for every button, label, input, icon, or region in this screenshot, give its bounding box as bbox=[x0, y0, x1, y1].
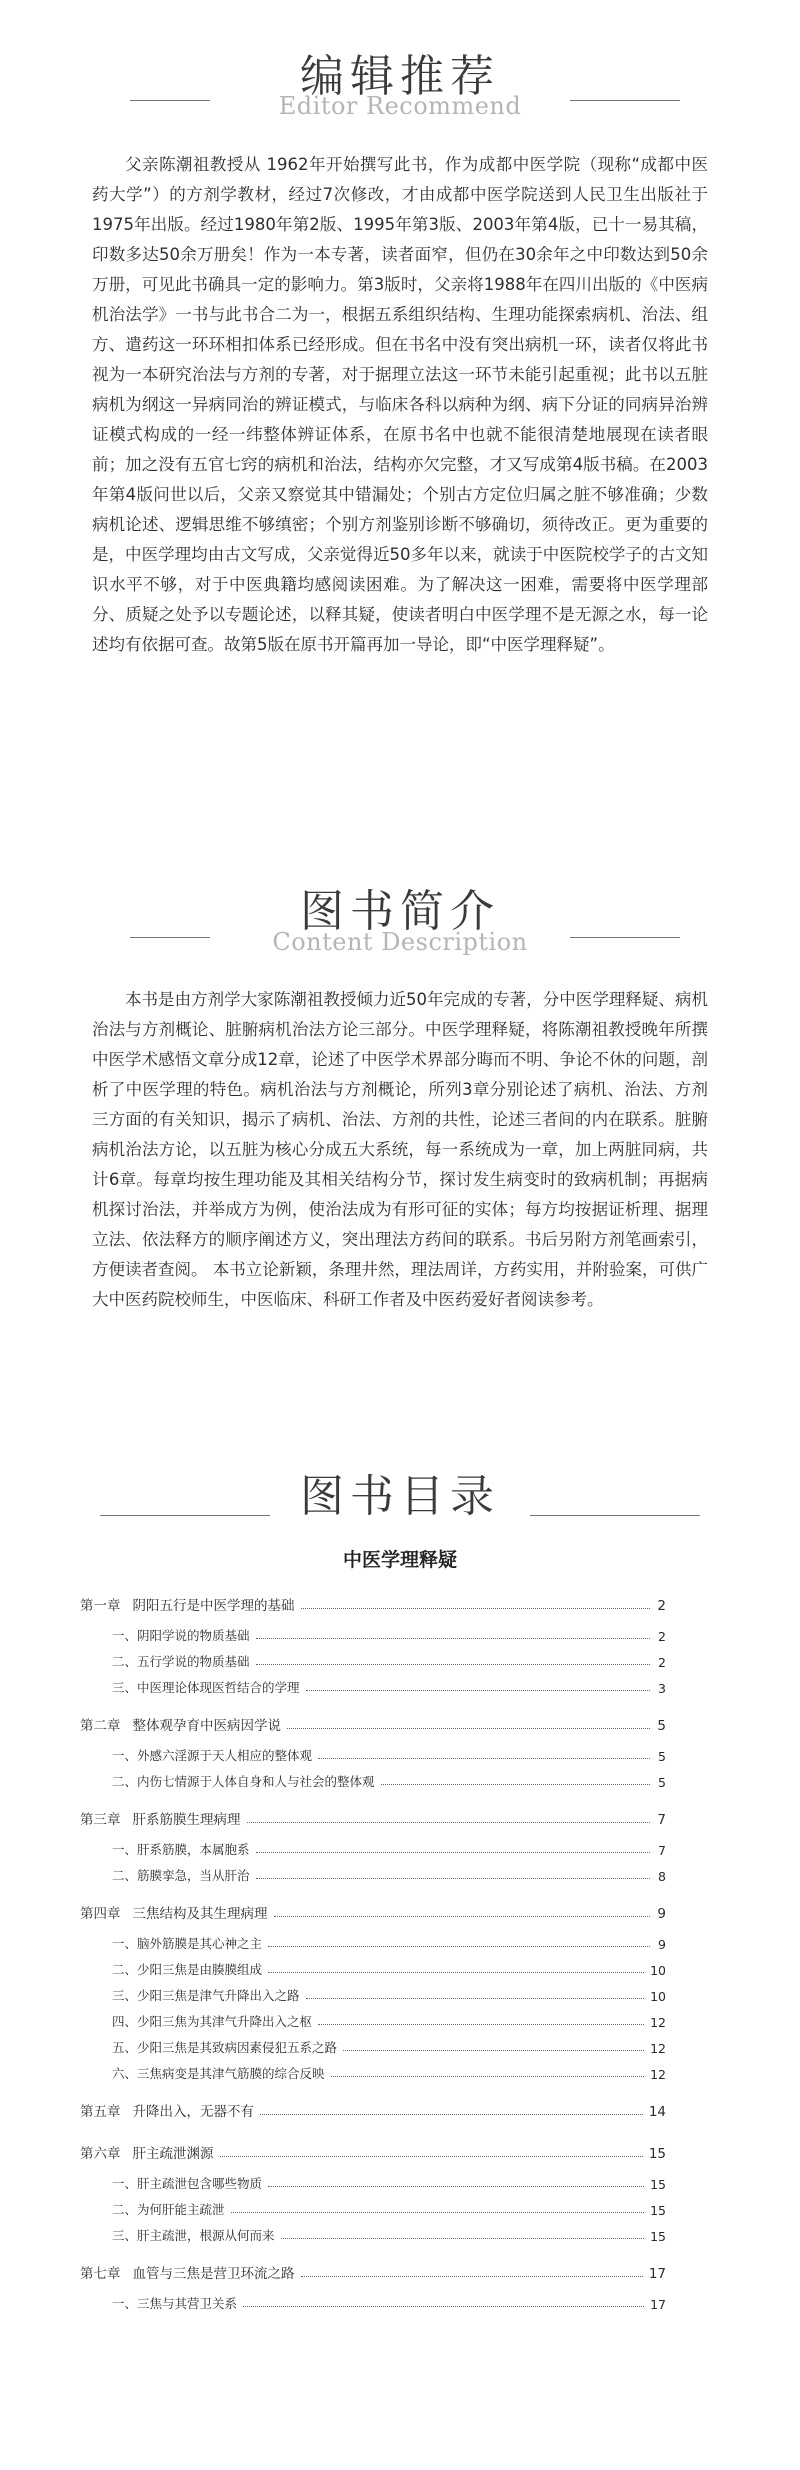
toc-section-row[interactable] bbox=[112, 2170, 666, 2192]
toc-entry-title: 二、少阳三焦是由腠膜组成 bbox=[112, 1962, 263, 1977]
toc-leader-dots bbox=[287, 1728, 650, 1729]
toc-entry-title: 一、脑外筋膜是其心神之主 bbox=[112, 1936, 263, 1951]
toc-page-number: 12 bbox=[650, 2041, 666, 2056]
toc-page-number: 17 bbox=[650, 2297, 666, 2312]
toc-chapter-row[interactable] bbox=[80, 1900, 666, 1922]
toc-entry-title: 二、为何肝能主疏泄 bbox=[112, 2202, 225, 2217]
toc-entry-title: 二、内伤七情源于人体自身和人与社会的整体观 bbox=[112, 1774, 375, 1789]
toc-chapter-number: 第七章 bbox=[80, 2266, 121, 2282]
toc-page-number: 14 bbox=[648, 2104, 666, 2120]
toc-leader-dots bbox=[247, 1822, 651, 1823]
toc-section-row[interactable] bbox=[112, 2008, 666, 2030]
toc-page-number: 2 bbox=[658, 1655, 666, 1670]
toc-leader-dots bbox=[268, 1946, 650, 1947]
toc-leader-dots bbox=[256, 1878, 650, 1879]
toc-page-number: 8 bbox=[658, 1869, 666, 1884]
toc-chapter-row[interactable] bbox=[80, 1592, 666, 1614]
toc-chapter-number: 第二章 bbox=[80, 1718, 121, 1734]
editor-title: 编辑推荐 bbox=[300, 51, 500, 102]
toc-page-number: 17 bbox=[648, 2266, 666, 2282]
toc-page-number: 9 bbox=[658, 1937, 666, 1952]
title-right-line bbox=[570, 100, 680, 101]
toc-page-number: 15 bbox=[648, 2146, 666, 2162]
toc-section-row[interactable] bbox=[112, 2290, 666, 2312]
toc-entry-title: 三、少阳三焦是津气升降出入之路 bbox=[112, 1988, 300, 2003]
toc-title: 图书目录 bbox=[300, 1471, 500, 1522]
toc-chapter-row[interactable] bbox=[80, 1806, 666, 1828]
toc-entry-title: 五、少阳三焦是其致病因素侵犯五系之路 bbox=[112, 2040, 338, 2055]
toc-page-number: 15 bbox=[650, 2177, 666, 2192]
toc-page-number: 2 bbox=[657, 1598, 666, 1614]
toc-entry-title: 肝系筋膜生理病理 bbox=[132, 1812, 241, 1828]
toc-page-number: 7 bbox=[657, 1812, 666, 1828]
toc-leader-dots bbox=[318, 1758, 650, 1759]
toc-entry-title: 二、筋膜挛急，当从肝治 bbox=[112, 1868, 250, 1883]
toc-section-row[interactable] bbox=[112, 1674, 666, 1696]
toc-leader-dots bbox=[306, 1998, 645, 1999]
toc-leader-dots bbox=[231, 2212, 645, 2213]
toc-entry-title: 三、中医理论体现医哲结合的学理 bbox=[112, 1680, 300, 1695]
toc-entry-title: 一、外感六淫源于天人相应的整体观 bbox=[112, 1748, 313, 1763]
editor-paragraph: 父亲陈潮祖教授从 1962年开始撰写此书，作为成都中医学院（现称“成都中医药大学”）的方剂学教材，经过7次修改，才由成都中医学院送到人民卫生出版社于1975年出版。经过1980年第2版、1995年第3版、2003年第4版，已十一易其稿，印数多达50余万册矣！作为一本专著，读者面窄，但仍在30余年之中印数达到50余万册，可见此书确具一定的影响力。第3版时，父亲将1988年在四川出版的《中医病机治法学》一书与此书合二为一，根据五系组织结构、生理功能探索病机、治法、组方、遣药这一环环相扣体系已经形成。但在书名中没有突出病机一环，读者仅将此书视为一本研究治法与方剂的专著，对于据理立法这一环节未能引起重视；此书以五脏病机为纲这一异病同治的辨证模式，与临床各科以病种为纲、病下分证的同病异治辨证模式构成的一经一纬整体辨证体系，在原书名中也就不能很清楚地展现在读者眼前；加之没有五官七窍的病机和治法，结构亦欠完整，才又写成第4版书稿。在2003年第4版问世以后，父亲又察觉其中错漏处；个别古方定位归属之脏不够准确；少数病机论述、逻辑思维不够缜密；个别方剂鉴别诊断不够确切，须待改正。更为重要的是，中医学理均由古文写成，父亲觉得近50多年以来，就读于中医院校学子的古文知识水平不够，对于中医典籍均感阅读困难。为了解决这一困难，需要将中医学理部分、质疑之处予以专题论述，以释其疑，使读者明白中医学理不是无源之水，每一论述均有依据可查。故第5版在原书开篇再加一导论，即“中医学理释疑”。 bbox=[92, 155, 708, 654]
toc-entry-title: 二、五行学说的物质基础 bbox=[112, 1654, 250, 1669]
toc-chapter-row[interactable] bbox=[80, 2140, 666, 2162]
toc-entry-title: 三、肝主疏泄，根源从何而来 bbox=[112, 2228, 275, 2243]
toc-section-row[interactable] bbox=[112, 1956, 666, 1978]
toc-leader-dots bbox=[260, 2114, 643, 2115]
toc-entry-title: 一、肝主疏泄包含哪些物质 bbox=[112, 2176, 263, 2191]
toc-page-number: 15 bbox=[650, 2203, 666, 2218]
intro-subtitle: Content Description bbox=[272, 928, 528, 956]
toc-leader-dots bbox=[281, 2238, 645, 2239]
toc-leader-dots bbox=[274, 1916, 651, 1917]
toc-leader-dots bbox=[243, 2306, 644, 2307]
toc-page-number: 2 bbox=[658, 1629, 666, 1644]
toc-page-number: 5 bbox=[658, 1775, 666, 1790]
toc-leader-dots bbox=[306, 1690, 650, 1691]
toc-page-number: 9 bbox=[657, 1906, 666, 1922]
toc-entry-title: 三焦结构及其生理病理 bbox=[132, 1906, 268, 1922]
toc-chapter-number: 第六章 bbox=[80, 2146, 121, 2162]
toc-page-number: 15 bbox=[650, 2229, 666, 2244]
toc-entry-title: 肝主疏泄渊源 bbox=[132, 2146, 214, 2162]
toc-section-row[interactable] bbox=[112, 1742, 666, 1764]
toc-right-line bbox=[530, 1515, 700, 1516]
toc-leader-dots bbox=[331, 2076, 645, 2077]
toc-leader-dots bbox=[256, 1852, 650, 1853]
toc-page-number: 12 bbox=[650, 2015, 666, 2030]
toc-entry-title: 一、阴阳学说的物质基础 bbox=[112, 1628, 250, 1643]
toc-leader-dots bbox=[268, 1972, 644, 1973]
toc-leader-dots bbox=[256, 1638, 650, 1639]
toc-leader-dots bbox=[220, 2156, 643, 2157]
toc-chapter-number: 第三章 bbox=[80, 1812, 121, 1828]
intro-title: 图书简介 bbox=[300, 886, 500, 937]
toc-page-number: 5 bbox=[658, 1749, 666, 1764]
toc-page-number: 12 bbox=[650, 2067, 666, 2082]
toc-chapter-number: 第一章 bbox=[80, 1598, 121, 1614]
toc-page-number: 10 bbox=[650, 1989, 666, 2004]
toc-chapter-row[interactable] bbox=[80, 1712, 666, 1734]
toc-chapter-row[interactable] bbox=[80, 2098, 666, 2120]
toc-entry-title: 六、三焦病变是其津气筋膜的综合反映 bbox=[112, 2066, 325, 2081]
toc-chapter-number: 第五章 bbox=[80, 2104, 121, 2120]
intro-paragraph: 本书是由方剂学大家陈潮祖教授倾力近50年完成的专著，分中医学理释疑、病机治法与方剂概论、脏腑病机治法方论三部分。中医学理释疑，将陈潮祖教授晚年所撰中医学术感悟文章分成12章，论述了中医学术界部分晦而不明、争论不休的问题，剖析了中医学理的特色。病机治法与方剂概论，所列3章分别论述了病机、治法、方剂三方面的有关知识，揭示了病机、治法、方剂的共性，论述三者间的内在联系。脏腑病机治法方论，以五脏为核心分成五大系统，每一系统成为一章，加上两脏同病，共计6章。每章均按生理功能及其相关结构分节，探讨发生病变时的致病机制；再据病机探讨治法，并举成方为例，使治法成为有形可征的实体；每方均按据证析理、据理立法、依法释方的顺序阐述方义，突出理法方药间的联系。书后另附方剂笔画索引，方便读者查阅。 本书立论新颖，条理井然，理法周详，方药实用，并附验案，可供广大中医药院校师生，中医临床、科研工作者及中医药爱好者阅读参考。 bbox=[92, 990, 708, 1309]
toc-entry-title: 一、肝系筋膜，本属胞系 bbox=[112, 1842, 250, 1857]
toc-page-number: 5 bbox=[657, 1718, 666, 1734]
toc-leader-dots bbox=[318, 2024, 644, 2025]
intro-right-line bbox=[570, 937, 680, 938]
toc-section-row[interactable] bbox=[112, 1622, 666, 1644]
toc-section-row[interactable] bbox=[112, 2060, 666, 2082]
toc-leader-dots bbox=[381, 1784, 650, 1785]
toc-leader-dots bbox=[301, 2276, 643, 2277]
toc-section-row[interactable] bbox=[112, 2034, 666, 2056]
toc-section-row[interactable] bbox=[112, 1862, 666, 1884]
toc-entry-title: 血管与三焦是营卫环流之路 bbox=[132, 2266, 295, 2282]
toc-heading: 中医学理释疑 bbox=[342, 1549, 457, 1571]
toc-section-row[interactable] bbox=[112, 1982, 666, 2004]
editor-subtitle: Editor Recommend bbox=[278, 92, 522, 120]
toc-section-row[interactable] bbox=[112, 2196, 666, 2218]
toc-entry-title: 一、三焦与其营卫关系 bbox=[112, 2296, 238, 2311]
toc-leader-dots bbox=[301, 1608, 651, 1609]
toc-chapter-number: 第四章 bbox=[80, 1906, 121, 1922]
toc-page-number: 7 bbox=[658, 1843, 666, 1858]
toc-leader-dots bbox=[256, 1664, 650, 1665]
toc-page-number: 3 bbox=[658, 1681, 666, 1696]
toc-section-row[interactable] bbox=[112, 2222, 666, 2244]
toc-chapter-row[interactable] bbox=[80, 2260, 666, 2282]
toc-section-row[interactable] bbox=[112, 1930, 666, 1952]
toc-section-row[interactable] bbox=[112, 1768, 666, 1790]
toc-leader-dots bbox=[268, 2186, 644, 2187]
toc-leader-dots bbox=[343, 2050, 644, 2051]
toc-section-row[interactable] bbox=[112, 1836, 666, 1858]
toc-page-number: 10 bbox=[650, 1963, 666, 1978]
toc-entry-title: 阴阳五行是中医学理的基础 bbox=[132, 1598, 295, 1614]
toc-entry-title: 四、少阳三焦为其津气升降出入之枢 bbox=[112, 2014, 313, 2029]
toc-entry-title: 整体观孕育中医病因学说 bbox=[132, 1718, 281, 1734]
toc-section-row[interactable] bbox=[112, 1648, 666, 1670]
toc-entry-title: 升降出入，无器不有 bbox=[132, 2104, 254, 2120]
